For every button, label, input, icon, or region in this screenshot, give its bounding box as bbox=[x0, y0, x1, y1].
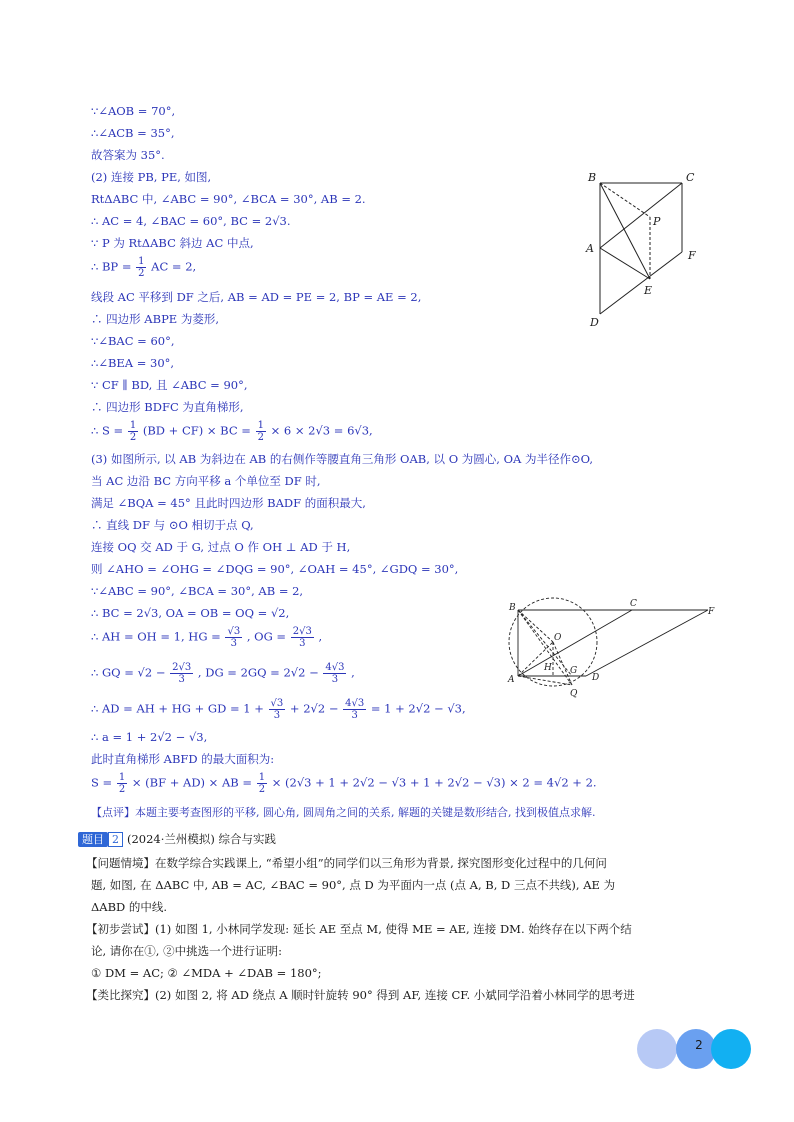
denominator: 3 bbox=[273, 710, 281, 721]
text: + 2√2 − bbox=[289, 701, 339, 716]
fraction bbox=[170, 662, 193, 685]
line: 故答案为 35°. bbox=[91, 148, 165, 162]
problem-header bbox=[78, 832, 276, 847]
label-f: F bbox=[708, 607, 715, 617]
numerator: 1 bbox=[129, 420, 137, 431]
segment-bq bbox=[518, 610, 572, 685]
numerator: 1 bbox=[118, 772, 126, 783]
numerator: 4√3 bbox=[325, 662, 345, 673]
page-number: 2 bbox=[695, 1038, 703, 1052]
line: ∵∠AOB = 70°, bbox=[91, 104, 176, 118]
problem-line: ① DM = AC; ② ∠MDA + ∠DAB = 180°; bbox=[91, 966, 322, 980]
label-f: F bbox=[688, 249, 696, 262]
denominator: 2 bbox=[258, 784, 266, 795]
label-q: Q bbox=[570, 689, 578, 699]
line: 则 ∠AHO = ∠OHG = ∠DQG = 90°, ∠OAH = 45°, ∠GDQ = 30°, bbox=[91, 562, 459, 576]
text: , bbox=[351, 665, 355, 680]
page-dot-1 bbox=[637, 1029, 677, 1069]
fraction bbox=[343, 698, 366, 721]
denominator: 3 bbox=[178, 674, 185, 685]
problem-line: ΔABD 的中线. bbox=[91, 900, 168, 914]
denominator: 3 bbox=[299, 638, 306, 649]
text: , DG = 2GQ = 2√2 − bbox=[197, 665, 319, 680]
problem-source: (2024·兰州模拟) 综合与实践 bbox=[127, 832, 277, 846]
line: 连接 OQ 交 AD 于 G, 过点 O 作 OH ⊥ AD 于 H, bbox=[91, 540, 351, 554]
problem-line: 论, 请你在①, ②中挑选一个进行证明: bbox=[91, 944, 282, 958]
line: ∴ 四边形 BDFC 为直角梯形, bbox=[91, 400, 244, 414]
page-dot-3 bbox=[711, 1029, 751, 1069]
line-ad bbox=[91, 698, 466, 721]
text: ∴ GQ = √2 − bbox=[91, 665, 166, 680]
fraction bbox=[136, 256, 146, 279]
line: ∴ BC = 2√3, OA = OB = OQ = √2, bbox=[91, 606, 290, 620]
line: ∴∠BEA = 30°, bbox=[91, 356, 175, 370]
line: 线段 AC 平移到 DF 之后, AB = AD = PE = 2, BP = AE = 2, bbox=[91, 290, 422, 304]
problem-tag: 题目 bbox=[78, 832, 108, 847]
text: (BD + CF) × BC = bbox=[142, 423, 251, 438]
line: (2) 连接 PB, PE, 如图, bbox=[91, 170, 212, 184]
problem-line: 【问题情境】在数学综合实践课上, “希望小组”的同学们以三角形为背景, 探究图形变化过程中的几何问 bbox=[86, 856, 607, 870]
label-p: P bbox=[653, 215, 661, 228]
denominator: 2 bbox=[129, 432, 137, 443]
fraction bbox=[257, 772, 267, 795]
fraction bbox=[256, 420, 266, 443]
line: (3) 如图所示, 以 AB 为斜边在 AB 的右侧作等腰直角三角形 OAB, 以 O 为圆心, OA 为半径作⊙O, bbox=[91, 452, 594, 466]
segment-be bbox=[600, 183, 650, 279]
line: ∵ P 为 RtΔABC 斜边 AC 中点, bbox=[91, 236, 254, 250]
line: ∵∠ABC = 90°, ∠BCA = 30°, AB = 2, bbox=[91, 584, 304, 598]
line: ∴ AC = 4, ∠BAC = 60°, BC = 2√3. bbox=[91, 214, 291, 228]
comment: 【点评】本题主要考查图形的平移, 圆心角, 圆周角之间的关系, 解题的关键是数形结合, 找到极值点求解. bbox=[91, 806, 596, 819]
line: ∴∠ACB = 35°, bbox=[91, 126, 175, 140]
text: ∴ S = bbox=[91, 423, 124, 438]
figure-1 bbox=[578, 166, 728, 336]
denominator: 3 bbox=[331, 674, 339, 685]
line-area bbox=[91, 420, 373, 443]
text: ∴ AH = OH = 1, HG = bbox=[91, 629, 221, 644]
line: ∵∠BAC = 60°, bbox=[91, 334, 175, 348]
fraction bbox=[269, 698, 286, 721]
label-c: C bbox=[630, 599, 637, 609]
denominator: 2 bbox=[118, 784, 126, 795]
label-c: C bbox=[686, 171, 695, 184]
text: × (2√3 + 1 + 2√2 − √3 + 1 + 2√2 − √3) × 2 = 4√2 + 2. bbox=[271, 775, 597, 790]
segment-ae bbox=[600, 248, 650, 279]
text: × (BF + AD) × AB = bbox=[131, 775, 253, 790]
label-e: E bbox=[644, 284, 653, 297]
fraction bbox=[117, 772, 127, 795]
text: × 6 × 2√3 = 6√3, bbox=[270, 423, 373, 438]
problem-line: 【类比探究】(2) 如图 2, 将 AD 绕点 A 顺时针旋转 90° 得到 AF, 连接 CF. 小斌同学沿着小林同学的思考进 bbox=[86, 988, 635, 1002]
line: 当 AC 边沿 BC 方向平移 a 个单位至 DF 时, bbox=[91, 474, 321, 488]
line-final bbox=[91, 772, 597, 795]
numerator: 2√3 bbox=[172, 662, 192, 673]
denominator: 3 bbox=[351, 710, 358, 721]
line-gq bbox=[91, 662, 355, 685]
numerator: 1 bbox=[257, 420, 264, 431]
label-a: A bbox=[586, 242, 594, 255]
fraction bbox=[323, 662, 346, 685]
denominator: 2 bbox=[257, 432, 264, 443]
segment-bo bbox=[518, 610, 553, 642]
line: ∴ 直线 DF 与 ⊙O 相切于点 Q, bbox=[91, 518, 254, 532]
label-b: B bbox=[588, 171, 597, 184]
numerator: √3 bbox=[270, 698, 284, 709]
label-d: D bbox=[592, 673, 600, 683]
denominator: 3 bbox=[230, 638, 237, 649]
text: S = bbox=[91, 775, 113, 790]
text: ∴ BP = bbox=[91, 259, 132, 274]
text: ∴ AD = AH + HG + GD = 1 + bbox=[91, 701, 264, 716]
line: 此时直角梯形 ABFD 的最大面积为: bbox=[91, 752, 275, 766]
line-bp bbox=[91, 256, 196, 279]
text: , OG = bbox=[246, 629, 287, 644]
text: AC = 2, bbox=[151, 259, 197, 274]
figure-2 bbox=[504, 594, 724, 704]
label-o: O bbox=[554, 633, 562, 643]
fraction bbox=[291, 626, 314, 649]
numerator: 1 bbox=[138, 256, 145, 267]
numerator: 2√3 bbox=[292, 626, 312, 637]
line-hg bbox=[91, 626, 322, 649]
line: ∵ CF ∥ BD, 且 ∠ABC = 90°, bbox=[91, 378, 248, 392]
segment-df bbox=[586, 610, 708, 676]
segment-bp bbox=[600, 183, 650, 217]
fraction bbox=[225, 626, 242, 649]
numerator: 1 bbox=[258, 772, 266, 783]
label-g: G bbox=[570, 666, 578, 676]
numerator: √3 bbox=[227, 626, 241, 637]
problem-line: 题, 如图, 在 ΔABC 中, AB = AC, ∠BAC = 90°, 点 D 为平面内一点 (点 A, B, D 三点不共线), AE 为 bbox=[91, 878, 616, 892]
line: RtΔABC 中, ∠ABC = 90°, ∠BCA = 30°, AB = 2. bbox=[91, 192, 366, 206]
problem-line: 【初步尝试】(1) 如图 1, 小林同学发现: 延长 AE 至点 M, 使得 ME = AE, 连接 DM. 始终存在以下两个结 bbox=[86, 922, 632, 936]
problem-number: 2 bbox=[108, 832, 123, 847]
line: ∴ 四边形 ABPE 为菱形, bbox=[91, 312, 220, 326]
fraction bbox=[128, 420, 138, 443]
segment-oq bbox=[553, 642, 572, 685]
denominator: 2 bbox=[138, 268, 145, 279]
text: , bbox=[318, 629, 323, 644]
line: ∴ a = 1 + 2√2 − √3, bbox=[91, 730, 208, 744]
label-b: B bbox=[509, 603, 516, 613]
segment-ac bbox=[600, 183, 682, 248]
text: = 1 + 2√2 − √3, bbox=[370, 701, 466, 716]
label-d: D bbox=[590, 316, 599, 329]
line: 满足 ∠BQA = 45° 且此时四边形 BADF 的面积最大, bbox=[91, 496, 366, 510]
numerator: 4√3 bbox=[345, 698, 365, 709]
label-h: H bbox=[544, 663, 552, 673]
label-a: A bbox=[508, 675, 515, 685]
